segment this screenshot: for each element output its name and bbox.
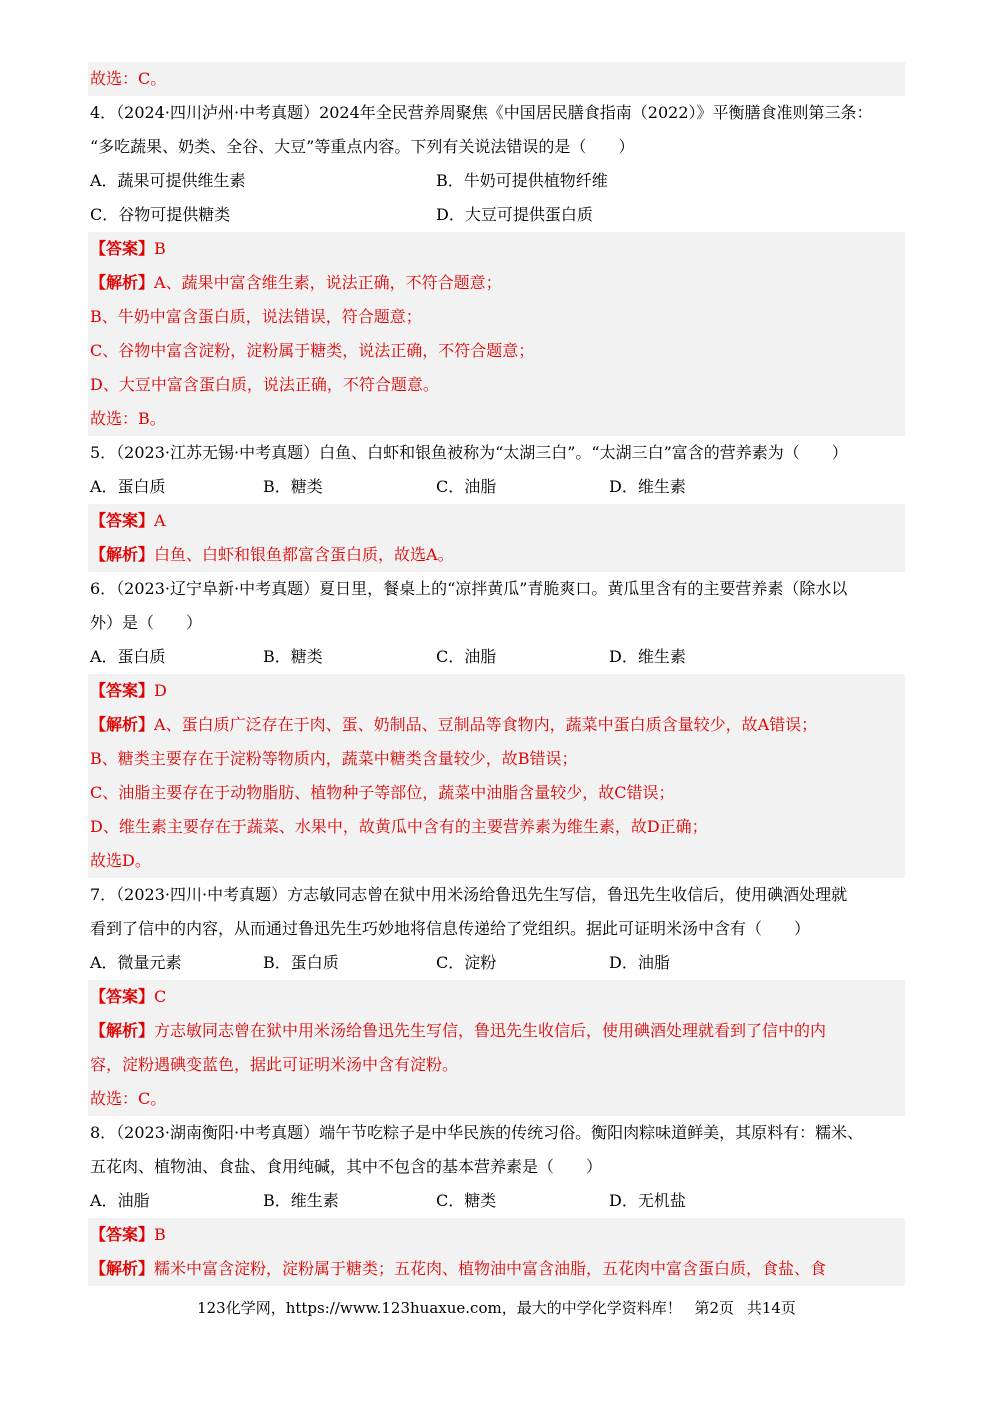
q6-answer	[88, 674, 905, 708]
answer-tag: 【答案】	[90, 987, 155, 1006]
answer-value: B	[154, 239, 166, 258]
q5-analysis-line1	[88, 538, 905, 572]
answer-tag: 【答案】	[90, 1225, 155, 1244]
answer-value: A	[154, 511, 166, 530]
answer-tag: 【答案】	[90, 239, 155, 258]
answer-tag: 【答案】	[90, 681, 155, 700]
q7-option-a: A．微量元素	[90, 953, 182, 972]
q7-analysis-line2: 容，淀粉遇碘变蓝色，据此可证明米汤中含有淀粉。	[88, 1048, 905, 1082]
q4-options-row2	[88, 198, 905, 232]
q4-analysis-line2: B、牛奶中富含蛋白质，说法错误，符合题意；	[88, 300, 905, 334]
answer-tag: 【答案】	[90, 511, 155, 530]
analysis-text: 方志敏同志曾在狱中用米汤给鲁迅先生写信，鲁迅先生收信后，使用碘酒处理就看到了信中的内	[154, 1021, 827, 1040]
footer-total-pages: 共14页	[746, 1299, 796, 1317]
q4-stem-line2: “多吃蔬果、奶类、全谷、大豆”等重点内容。下列有关说法错误的是（ ）	[90, 137, 635, 156]
q7-conclusion: 故选：C。	[88, 1082, 905, 1116]
q8-option-c: C．糖类	[436, 1191, 497, 1210]
q3-conclusion: 故选：C。	[88, 62, 905, 96]
q8-stem-line1: 8．（2023·湖南衡阳·中考真题）端午节吃粽子是中华民族的传统习俗。衡阳肉粽味道鲜美，其原料有：糯米、	[90, 1123, 864, 1142]
q4-option-b: B．牛奶可提供植物纤维	[436, 171, 608, 190]
analysis-tag: 【解析】	[90, 1021, 155, 1040]
q5-answer	[88, 504, 905, 538]
q5-options-row	[88, 470, 905, 504]
q7-option-c: C．淀粉	[436, 953, 497, 972]
q5-option-b: B．糖类	[263, 477, 323, 496]
q6-analysis-line4: D、维生素主要存在于蔬菜、水果中，故黄瓜中含有的主要营养素为维生素，故D正确；	[88, 810, 905, 844]
q4-conclusion: 故选：B。	[88, 402, 905, 436]
analysis-tag: 【解析】	[90, 273, 155, 292]
q4-option-a: A．蔬果可提供维生素	[90, 171, 246, 190]
q4-analysis-line1	[88, 266, 905, 300]
footer-page-number: 第2页	[694, 1299, 735, 1317]
q6-option-a: A．蛋白质	[90, 647, 166, 666]
q7-option-b: B．蛋白质	[263, 953, 339, 972]
q7-analysis-line1	[88, 1014, 905, 1048]
q8-option-d: D．无机盐	[609, 1191, 686, 1210]
q4-stem-line1: 4．（2024·四川泸州·中考真题）2024年全民营养周聚焦《中国居民膳食指南（2022）》平衡膳食准则第三条：	[90, 103, 873, 122]
q4-option-c: C．谷物可提供糖类	[90, 205, 231, 224]
q8-options-row	[88, 1184, 905, 1218]
answer-value: B	[154, 1225, 166, 1244]
q7-stem-line1: 7．（2023·四川·中考真题）方志敏同志曾在狱中用米汤给鲁迅先生写信，鲁迅先生收信后，使用碘酒处理就	[90, 885, 848, 904]
q6-analysis-line3: C、油脂主要存在于动物脂肪、植物种子等部位，蔬菜中油脂含量较少，故C错误；	[88, 776, 905, 810]
q4-option-d: D．大豆可提供蛋白质	[436, 205, 593, 224]
analysis-text: 糯米中富含淀粉，淀粉属于糖类；五花肉、植物油中富含油脂，五花肉中富含蛋白质，食盐、食	[154, 1259, 827, 1278]
q7-options-row	[88, 946, 905, 980]
q8-stem-line2: 五花肉、植物油、食盐、食用纯碱，其中不包含的基本营养素是（ ）	[90, 1157, 603, 1176]
analysis-tag: 【解析】	[90, 1259, 155, 1278]
q5-option-d: D．维生素	[609, 477, 686, 496]
analysis-text: A、蔬果中富含维生素，说法正确，不符合题意；	[154, 273, 502, 292]
q7-option-d: D．油脂	[609, 953, 670, 972]
analysis-tag: 【解析】	[90, 545, 155, 564]
q5-option-c: C．油脂	[436, 477, 497, 496]
q5-option-a: A．蛋白质	[90, 477, 166, 496]
q4-analysis-line4: D、大豆中富含蛋白质，说法正确，不符合题意。	[88, 368, 905, 402]
q6-analysis-line1	[88, 708, 905, 742]
q8-answer	[88, 1218, 905, 1252]
q8-option-b: B．维生素	[263, 1191, 339, 1210]
q8-analysis-line1	[88, 1252, 905, 1286]
q7-answer	[88, 980, 905, 1014]
document-page	[88, 62, 905, 1286]
q6-option-c: C．油脂	[436, 647, 497, 666]
q6-option-d: D．维生素	[609, 647, 686, 666]
answer-value: C	[154, 987, 167, 1006]
analysis-text: 白鱼、白虾和银鱼都富含蛋白质，故选A。	[154, 545, 454, 564]
q6-stem-line2: 外）是（ ）	[90, 613, 203, 632]
footer-site: 123化学网，https://www.123huaxue.com，最大的中学化学资料库！	[197, 1299, 682, 1317]
q6-option-b: B．糖类	[263, 647, 323, 666]
q7-stem-line2: 看到了信中的内容，从而通过鲁迅先生巧妙地将信息传递给了党组织。据此可证明米汤中含有（ ）	[90, 919, 811, 938]
answer-value: D	[154, 681, 167, 700]
q6-conclusion: 故选D。	[88, 844, 905, 878]
analysis-text: A、蛋白质广泛存在于肉、蛋、奶制品、豆制品等食物内，蔬菜中蛋白质含量较少，故A错误；	[154, 715, 818, 734]
q6-analysis-line2: B、糖类主要存在于淀粉等物质内，蔬菜中糖类含量较少，故B错误；	[88, 742, 905, 776]
q6-options-row	[88, 640, 905, 674]
q4-analysis-line3: C、谷物中富含淀粉，淀粉属于糖类，说法正确，不符合题意；	[88, 334, 905, 368]
page-footer	[0, 1296, 993, 1320]
q4-options-row1	[88, 164, 905, 198]
q8-option-a: A．油脂	[90, 1191, 150, 1210]
analysis-tag: 【解析】	[90, 715, 155, 734]
q5-stem-line1: 5．（2023·江苏无锡·中考真题）白鱼、白虾和银鱼被称为“太湖三白”。“太湖三白”富含的营养素为（ ）	[90, 443, 848, 462]
q6-stem-line1: 6．（2023·辽宁阜新·中考真题）夏日里，餐桌上的“凉拌黄瓜”青脆爽口。黄瓜里含有的主要营养素（除水以	[90, 579, 848, 598]
q4-answer	[88, 232, 905, 266]
